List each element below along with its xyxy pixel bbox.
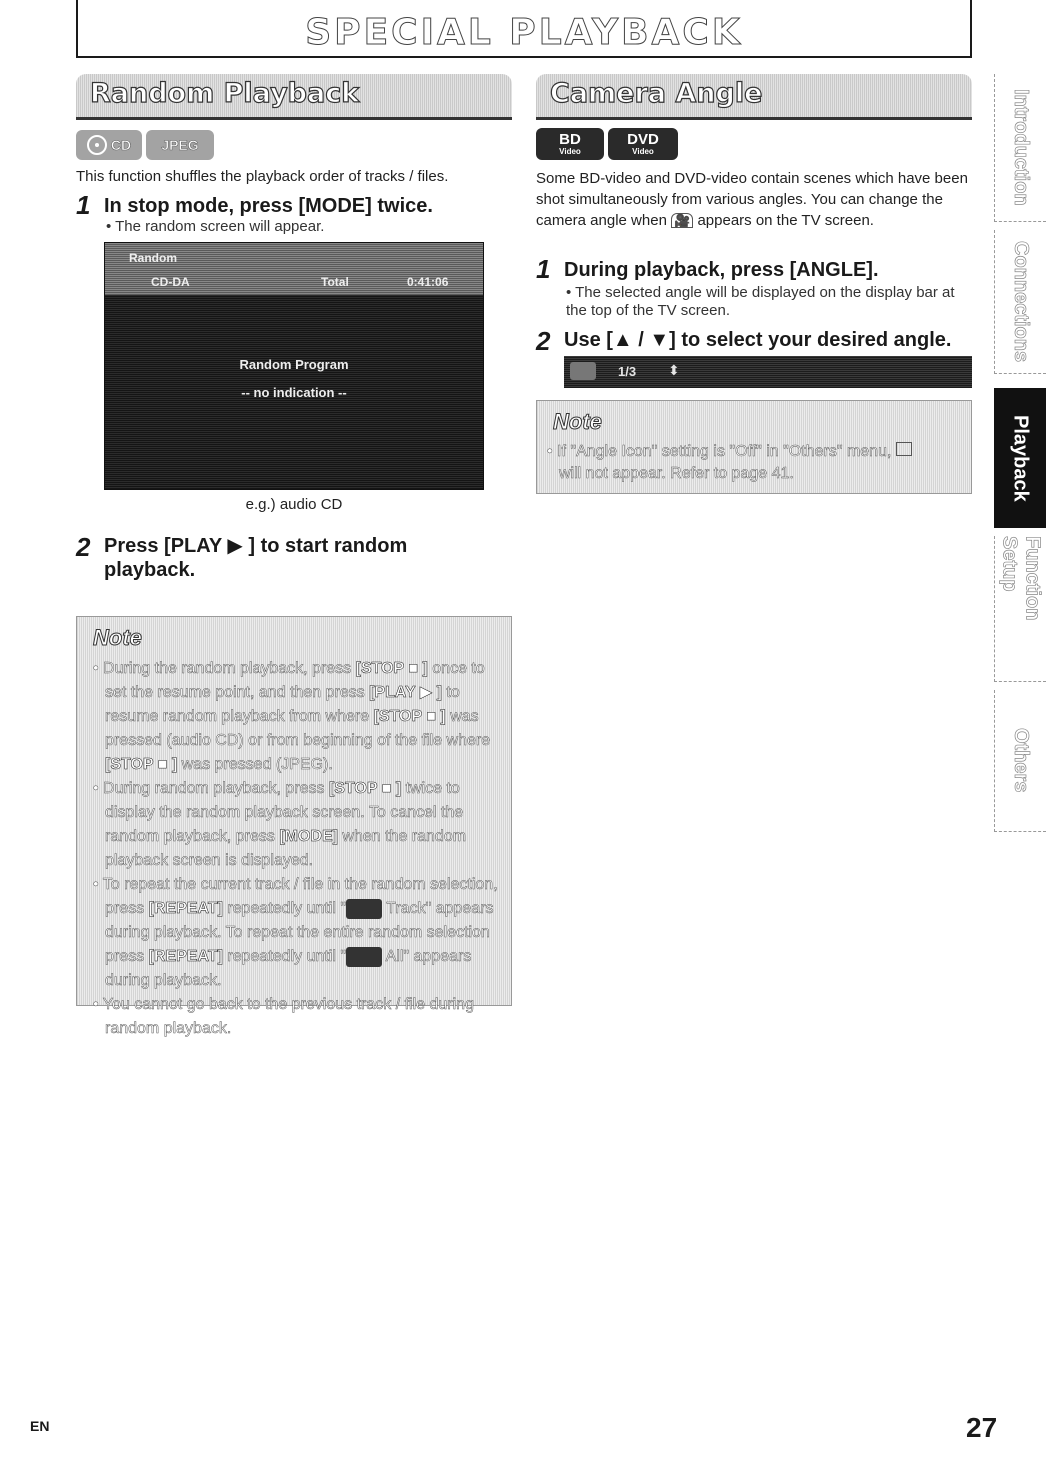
angle-icon: 🎥 xyxy=(671,213,693,228)
up-down-arrows-icon: ⬍ xyxy=(668,362,680,378)
random-note-box xyxy=(76,616,512,1037)
camera-angle-banner xyxy=(536,74,972,120)
camera-step-2-number: 2 xyxy=(536,326,551,356)
screen-indication: -- no indication -- xyxy=(241,385,347,400)
step-1-text: In stop mode, press [MODE] twice. xyxy=(104,195,433,217)
screen-total-time: 0:41:06 xyxy=(407,275,449,289)
screen-caption: e.g.) audio CD xyxy=(245,496,343,513)
random-screen-example xyxy=(104,242,484,490)
tab-others[interactable]: Others xyxy=(994,690,1046,832)
random-playback-banner xyxy=(76,74,512,120)
random-note-list xyxy=(93,657,503,1041)
step-1-number: 1 xyxy=(76,190,91,220)
step-1-bullet: • The random screen will appear. xyxy=(106,218,325,235)
random-intro: This function shuffles the playback order of tracks / files. xyxy=(76,168,449,185)
page-number: 27 xyxy=(966,1412,998,1443)
tab-introduction[interactable]: Introduction xyxy=(994,74,1046,222)
camera-note-text: • If "Angle Icon" setting is "Off" in "Others" menu, will not appear. Refer to page 41. xyxy=(547,441,967,485)
random-playback-heading: Random Playback xyxy=(90,78,360,109)
tab-connections[interactable]: Connections xyxy=(994,230,1046,374)
note-item: • During the random playback, press [STOP ■ ] once to set the resume point, and then press [PLAY ▶ ] to resume random playback from where [STOP ■ ] was pressed (audio CD) or from beginning of the file where [STOP ■ ] was pressed (JPEG). xyxy=(93,660,491,773)
camera-step-2-text: Use [▲ / ▼] to select your desired angle. xyxy=(564,329,952,351)
page-title: SPECIAL PLAYBACK xyxy=(305,12,743,53)
repeat-track-icon xyxy=(346,899,382,919)
disc-icon xyxy=(87,135,107,155)
angle-value: 1/3 xyxy=(618,364,637,379)
angle-display-bar xyxy=(564,356,972,388)
camera-note-box xyxy=(536,400,972,494)
camera-intro: Some BD-video and DVD-video contain scenes which have been shot simultaneously from various angles. You can change the camera angle when 🎥 appears on the TV screen. xyxy=(536,170,968,229)
camera-step-1-text: During playback, press [ANGLE]. xyxy=(564,259,879,281)
bd-video-badge: BD Video xyxy=(536,128,604,160)
camera-step-1-bullet: • The selected angle will be displayed on the display bar at the top of the TV screen. xyxy=(566,284,955,319)
angle-icon xyxy=(570,362,596,380)
angle-icon xyxy=(896,442,912,456)
step-2-text-line2: playback. xyxy=(104,559,196,581)
note-heading: Note xyxy=(93,625,142,650)
screen-total-label: Total xyxy=(321,275,349,289)
dvd-video-badge: DVD Video xyxy=(608,128,678,160)
screen-title: Random xyxy=(129,251,177,265)
note-item: • You cannot go back to the previous track / file during random playback. xyxy=(93,996,474,1037)
screen-source: CD-DA xyxy=(151,275,190,289)
tab-playback[interactable]: Playback xyxy=(994,388,1046,528)
step-2-number: 2 xyxy=(76,532,91,562)
step-2-text-line1: Press [PLAY ▶ ] to start random xyxy=(104,535,408,557)
cd-badge: CD xyxy=(76,130,142,160)
note-item: • To repeat the current track / file in the random selection, press [REPEAT] repeatedly until " Track" appears during playback. To repeat the entire random selection press [REPEAT] repeatedly until " All" appears during playback. xyxy=(93,876,498,989)
camera-step-1-number: 1 xyxy=(536,254,551,284)
note-item: • During random playback, press [STOP ■ ] twice to display the random playback screen. To cancel the random playback, press [MODE] when the random playback screen is displayed. xyxy=(93,780,467,869)
repeat-all-icon xyxy=(346,947,382,967)
camera-angle-heading: Camera Angle xyxy=(550,78,763,109)
note-heading: Note xyxy=(553,409,602,434)
tab-function-setup[interactable]: Function Setup xyxy=(994,536,1046,682)
screen-random-program: Random Program xyxy=(239,357,349,372)
jpeg-badge: JPEG xyxy=(146,130,214,160)
language-code: EN xyxy=(30,1418,50,1434)
